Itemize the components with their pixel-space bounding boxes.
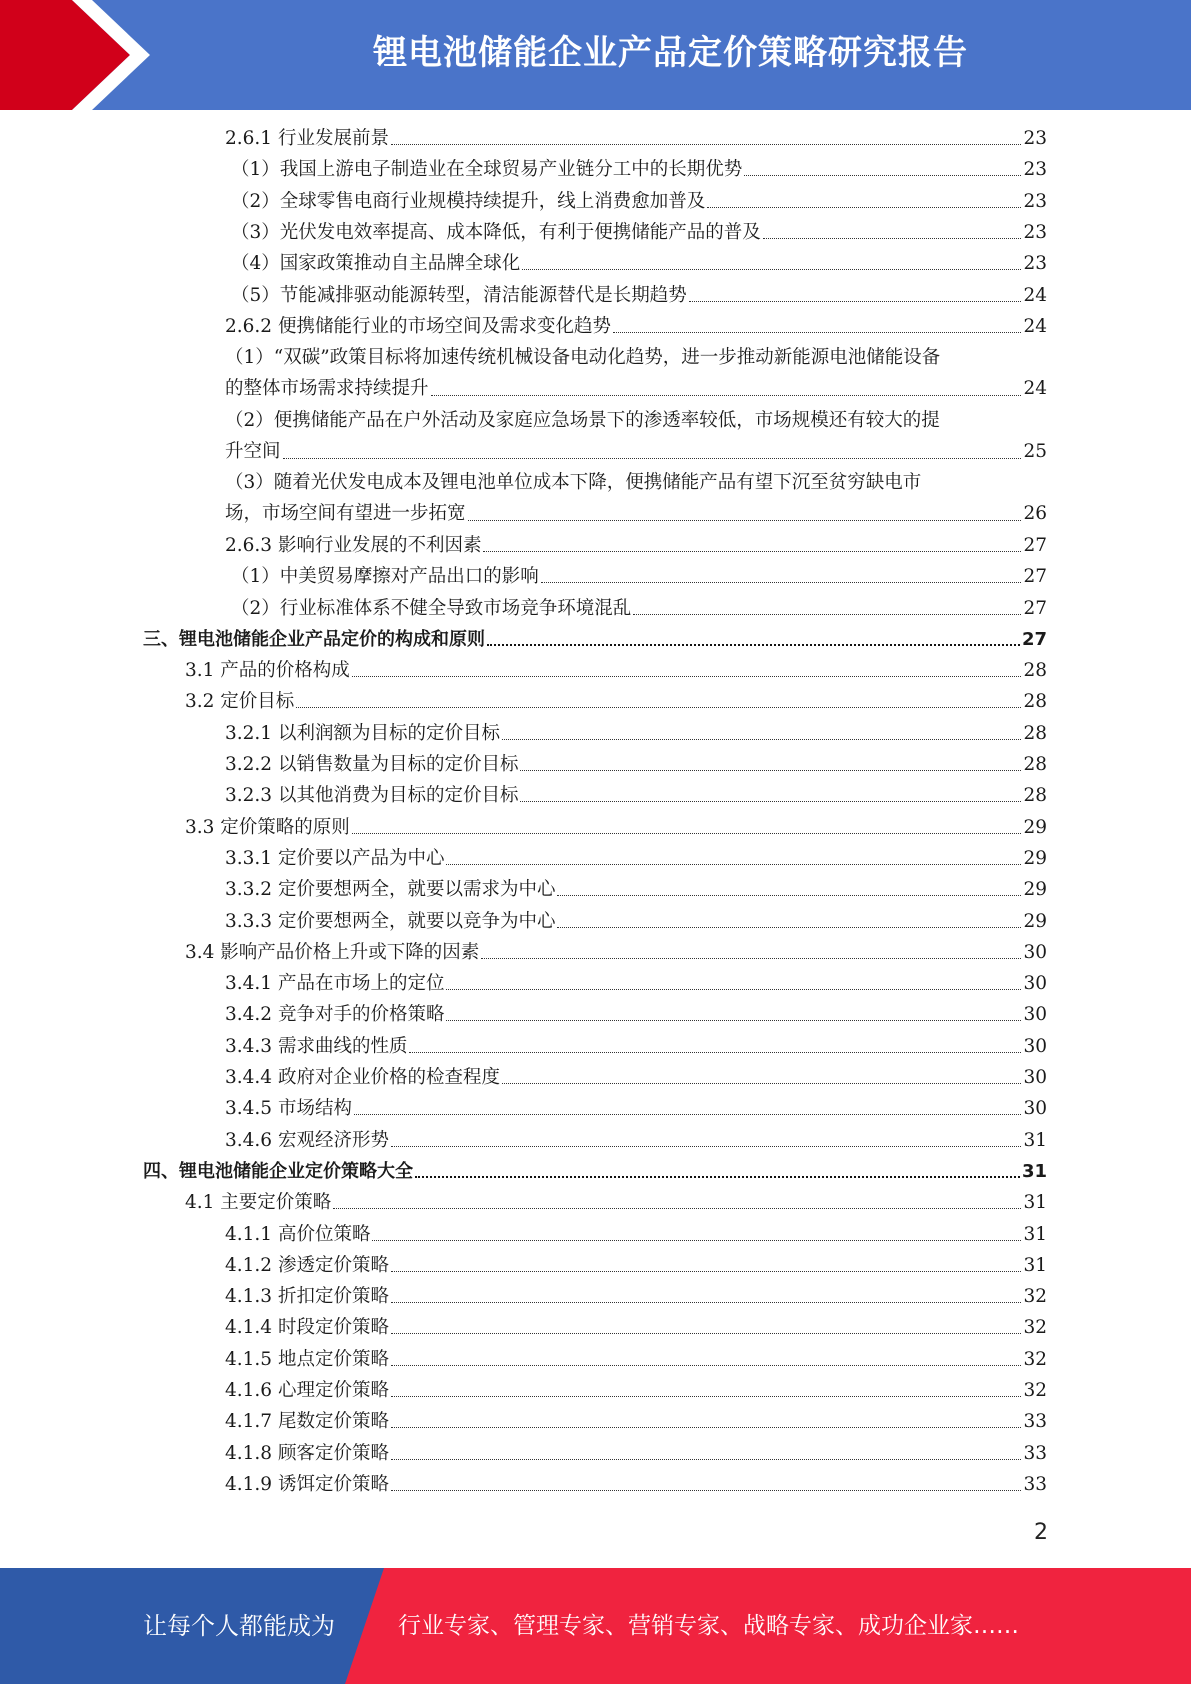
toc-entry-page: 23 [1023, 221, 1047, 243]
toc-entry-page: 24 [1023, 284, 1047, 306]
toc-entry-multiline[interactable] [225, 342, 1047, 404]
toc-entry-page: 32 [1023, 1317, 1047, 1339]
toc-entry-page: 28 [1023, 660, 1047, 682]
toc-entry-page: 26 [1023, 503, 1047, 525]
toc-dot-leader [296, 707, 1021, 708]
toc-entry[interactable] [225, 1379, 1047, 1403]
toc-dot-leader [557, 927, 1021, 928]
toc-entry-page: 33 [1023, 1473, 1047, 1495]
toc-entry-label-line1: （1）“双碳”政策目标将加速传统机械设备电动化趋势，进一步推动新能源电池储能设备 [225, 347, 941, 369]
toc-entry-page: 32 [1023, 1380, 1047, 1401]
toc-entry[interactable] [225, 1285, 1047, 1309]
toc-entry[interactable] [143, 1160, 1047, 1184]
toc-entry[interactable] [225, 1066, 1047, 1090]
toc-entry-page: 33 [1023, 1442, 1047, 1464]
toc-entry[interactable] [231, 190, 1047, 214]
toc-entry-page: 24 [1023, 378, 1047, 400]
toc-entry[interactable] [225, 1442, 1047, 1466]
toc-entry-label: 4.1 主要定价策略 [185, 1192, 332, 1214]
toc-dot-leader [372, 1240, 1021, 1241]
toc-entry[interactable] [225, 972, 1047, 996]
toc-dot-leader [446, 864, 1021, 865]
toc-entry-label-line2: 升空间 [225, 440, 281, 462]
toc-entry-page: 29 [1023, 816, 1047, 838]
toc-entry-page: 24 [1023, 315, 1047, 337]
toc-entry-page: 28 [1023, 722, 1047, 744]
toc-entry[interactable] [185, 816, 1047, 840]
toc-entry-page: 28 [1023, 691, 1047, 713]
toc-entry-page: 27 [1021, 628, 1047, 650]
toc-entry-label: 3.1 产品的价格构成 [185, 660, 350, 682]
toc-entry-page: 23 [1023, 128, 1047, 149]
toc-entry-label: 4.1.6 心理定价策略 [225, 1380, 389, 1401]
toc-dot-leader [391, 1490, 1021, 1491]
toc-entry-label: （1）中美贸易摩擦对产品出口的影响 [231, 566, 539, 588]
toc-entry[interactable] [225, 1129, 1047, 1153]
toc-entry-page: 27 [1023, 534, 1047, 556]
toc-entry[interactable] [185, 690, 1047, 714]
footer-slogan-left: 让每个人都能成为 [143, 1612, 335, 1640]
toc-dot-leader [613, 332, 1021, 333]
toc-entry-page: 29 [1023, 879, 1047, 901]
toc-dot-leader [391, 1333, 1021, 1334]
toc-entry-label-line1: （2）便携储能产品在户外活动及家庭应急场景下的渗透率较低，市场规模还有较大的提 [225, 409, 940, 431]
toc-entry[interactable] [225, 534, 1047, 558]
toc-entry-page: 30 [1023, 1004, 1047, 1026]
toc-entry-label: 3.4.3 需求曲线的性质 [225, 1035, 408, 1057]
toc-entry[interactable] [185, 941, 1047, 965]
toc-entry-page: 31 [1023, 1223, 1047, 1245]
toc-entry-page: 32 [1023, 1286, 1047, 1308]
toc-entry-label: 4.1.7 尾数定价策略 [225, 1411, 389, 1433]
toc-dot-leader [487, 644, 1020, 646]
toc-entry[interactable] [225, 722, 1047, 746]
toc-entry-page: 30 [1023, 941, 1047, 963]
toc-entry-label: 3.4.1 产品在市场上的定位 [225, 973, 445, 995]
toc-entry[interactable] [225, 1223, 1047, 1247]
toc-entry-label: （4）国家政策推动自主品牌全球化 [231, 253, 521, 275]
toc-dot-leader [391, 1459, 1021, 1460]
toc-dot-leader [520, 770, 1021, 771]
toc-entry-label: 4.1.9 诱饵定价策略 [225, 1473, 389, 1495]
toc-entry[interactable] [225, 1473, 1047, 1497]
toc-entry-label: 3.3.1 定价要以产品为中心 [225, 847, 445, 869]
toc-entry[interactable] [225, 315, 1047, 339]
toc-entry[interactable] [225, 1254, 1047, 1278]
toc-dot-leader [352, 833, 1022, 834]
toc-dot-leader [352, 676, 1022, 677]
toc-dot-leader [283, 458, 1022, 459]
toc-entry-label: 4.1.5 地点定价策略 [225, 1348, 389, 1370]
toc-dot-leader [431, 395, 1022, 396]
toc-entry-label: 4.1.2 渗透定价策略 [225, 1254, 389, 1276]
toc-dot-leader [354, 1114, 1022, 1115]
toc-dot-leader [391, 1302, 1021, 1303]
toc-entry-page: 30 [1023, 1067, 1047, 1088]
toc-entry-page: 31 [1021, 1160, 1047, 1182]
toc-entry-label-line1: （3）随着光伏发电成本及锂电池单位成本下降，便携储能产品有望下沉至贫穷缺电市 [225, 472, 922, 494]
toc-entry[interactable] [231, 565, 1047, 589]
toc-dot-leader [391, 1365, 1021, 1366]
toc-entry-label: 3.3.3 定价要想两全，就要以竞争为中心 [225, 910, 556, 932]
toc-entry-label: 3.2.2 以销售数量为目标的定价目标 [225, 754, 519, 775]
toc-dot-leader [763, 238, 1022, 239]
toc-entry-page: 30 [1023, 1098, 1047, 1120]
toc-dot-leader [633, 614, 1021, 615]
toc-entry[interactable] [225, 1316, 1047, 1340]
toc-entry-multiline[interactable] [225, 405, 1047, 467]
toc-entry[interactable] [225, 753, 1047, 777]
toc-entry[interactable] [225, 910, 1047, 934]
footer-slogan-right: 行业专家、管理专家、营销专家、战略专家、成功企业家…… [398, 1613, 1019, 1639]
toc-entry-multiline[interactable] [225, 467, 1047, 529]
toc-entry[interactable] [225, 784, 1047, 808]
toc-dot-leader [502, 739, 1021, 740]
toc-dot-leader [483, 551, 1021, 552]
toc-entry-label: 3.2.1 以利润额为目标的定价目标 [225, 722, 500, 744]
toc-entry-page: 23 [1023, 253, 1047, 275]
toc-entry-page: 30 [1023, 1035, 1047, 1057]
toc-dot-leader [522, 269, 1021, 270]
toc-entry-page: 28 [1023, 754, 1047, 775]
toc-dot-leader [520, 801, 1021, 802]
toc-entry-label-line2: 场，市场空间有望进一步拓宽 [225, 503, 466, 525]
toc-dot-leader [541, 582, 1022, 583]
toc-entry-label: 3.4 影响产品价格上升或下降的因素 [185, 941, 480, 963]
toc-entry[interactable] [225, 878, 1047, 902]
toc-entry-label: 四、锂电池储能企业定价策略大全 [143, 1160, 413, 1182]
document-title: 锂电池储能企业产品定价策略研究报告 [373, 33, 968, 73]
toc-entry-label: 3.4.6 宏观经济形势 [225, 1129, 389, 1151]
toc-entry-label: 2.6.1 行业发展前景 [225, 128, 389, 149]
toc-entry[interactable] [185, 1191, 1047, 1215]
header-banner [0, 0, 1191, 110]
toc-entry-page: 29 [1023, 910, 1047, 932]
toc-entry-page: 23 [1023, 190, 1047, 212]
toc-entry-label-line2: 的整体市场需求持续提升 [225, 378, 429, 400]
toc-entry-page: 30 [1023, 973, 1047, 995]
toc-entry-label: （5）节能减排驱动能源转型，清洁能源替代是长期趋势 [231, 284, 687, 306]
toc-entry-label: 3.2.3 以其他消费为目标的定价目标 [225, 785, 519, 807]
toc-entry[interactable] [225, 127, 1047, 151]
toc-entry[interactable] [225, 1003, 1047, 1027]
page-number: 2 [1034, 1520, 1048, 1545]
toc-entry-page: 31 [1023, 1129, 1047, 1151]
footer-banner [0, 1568, 1191, 1684]
toc-entry[interactable] [231, 221, 1047, 245]
toc-dot-leader [744, 175, 1021, 176]
toc-entry-label: 4.1.1 高价位策略 [225, 1223, 371, 1245]
toc-entry[interactable] [225, 1097, 1047, 1121]
toc-entry-page: 27 [1023, 566, 1047, 588]
toc-entry-label: 三、锂电池储能企业产品定价的构成和原则 [143, 628, 485, 650]
toc-entry[interactable] [231, 597, 1047, 621]
toc-entry-label: （1）我国上游电子制造业在全球贸易产业链分工中的长期优势 [231, 159, 743, 181]
toc-dot-leader [415, 1176, 1020, 1178]
toc-dot-leader [409, 1052, 1021, 1053]
toc-entry[interactable] [225, 1348, 1047, 1372]
toc-entry[interactable] [231, 252, 1047, 276]
toc-entry[interactable] [231, 158, 1047, 182]
toc-entry[interactable] [225, 847, 1047, 871]
toc-entry-page: 25 [1023, 440, 1047, 462]
toc-dot-leader [446, 989, 1021, 990]
toc-entry-label: 4.1.4 时段定价策略 [225, 1317, 389, 1339]
toc-dot-leader [391, 1271, 1021, 1272]
toc-dot-leader [333, 1208, 1021, 1209]
toc-dot-leader [391, 144, 1021, 145]
toc-dot-leader [707, 207, 1021, 208]
toc-dot-leader [557, 895, 1021, 896]
toc-entry-label: （3）光伏发电效率提高、成本降低，有利于便携储能产品的普及 [231, 221, 761, 243]
toc-entry-page: 33 [1023, 1411, 1047, 1433]
toc-dot-leader [468, 520, 1022, 521]
toc-entry-label: 2.6.2 便携储能行业的市场空间及需求变化趋势 [225, 315, 611, 337]
toc-entry-label: （2）行业标准体系不健全导致市场竞争环境混乱 [231, 597, 632, 619]
toc-entry[interactable] [231, 284, 1047, 308]
toc-entry-page: 27 [1023, 597, 1047, 619]
toc-entry-page: 32 [1023, 1348, 1047, 1370]
toc-entry-page: 29 [1023, 847, 1047, 869]
toc-entry[interactable] [225, 1410, 1047, 1434]
toc-entry-label: 3.3 定价策略的原则 [185, 816, 350, 838]
toc-entry-label: 3.2 定价目标 [185, 691, 295, 713]
toc-entry-page: 31 [1023, 1192, 1047, 1214]
toc-entry-page: 23 [1023, 159, 1047, 181]
toc-entry-label: 4.1.8 顾客定价策略 [225, 1442, 389, 1464]
toc-entry-label: 4.1.3 折扣定价策略 [225, 1286, 389, 1308]
toc-entry-label: 3.3.2 定价要想两全，就要以需求为中心 [225, 879, 556, 901]
toc-entry[interactable] [143, 628, 1047, 652]
toc-entry-label: 3.4.4 政府对企业价格的检查程度 [225, 1067, 500, 1088]
toc-dot-leader [502, 1083, 1021, 1084]
toc-entry[interactable] [185, 659, 1047, 683]
toc-entry-page: 31 [1023, 1254, 1047, 1276]
toc-entry-label: 2.6.3 影响行业发展的不利因素 [225, 534, 482, 556]
toc-dot-leader [391, 1396, 1021, 1397]
toc-dot-leader [391, 1427, 1021, 1428]
toc-entry-label: （2）全球零售电商行业规模持续提升，线上消费愈加普及 [231, 190, 706, 212]
toc-dot-leader [446, 1020, 1021, 1021]
toc-dot-leader [481, 958, 1021, 959]
toc-entry[interactable] [225, 1035, 1047, 1059]
toc-entry-label: 3.4.5 市场结构 [225, 1098, 352, 1120]
toc-entry-label: 3.4.2 竞争对手的价格策略 [225, 1004, 445, 1026]
header-chevron-decoration [0, 0, 160, 110]
toc-dot-leader [391, 1146, 1021, 1147]
toc-entry-page: 28 [1023, 785, 1047, 807]
toc-dot-leader [689, 301, 1022, 302]
